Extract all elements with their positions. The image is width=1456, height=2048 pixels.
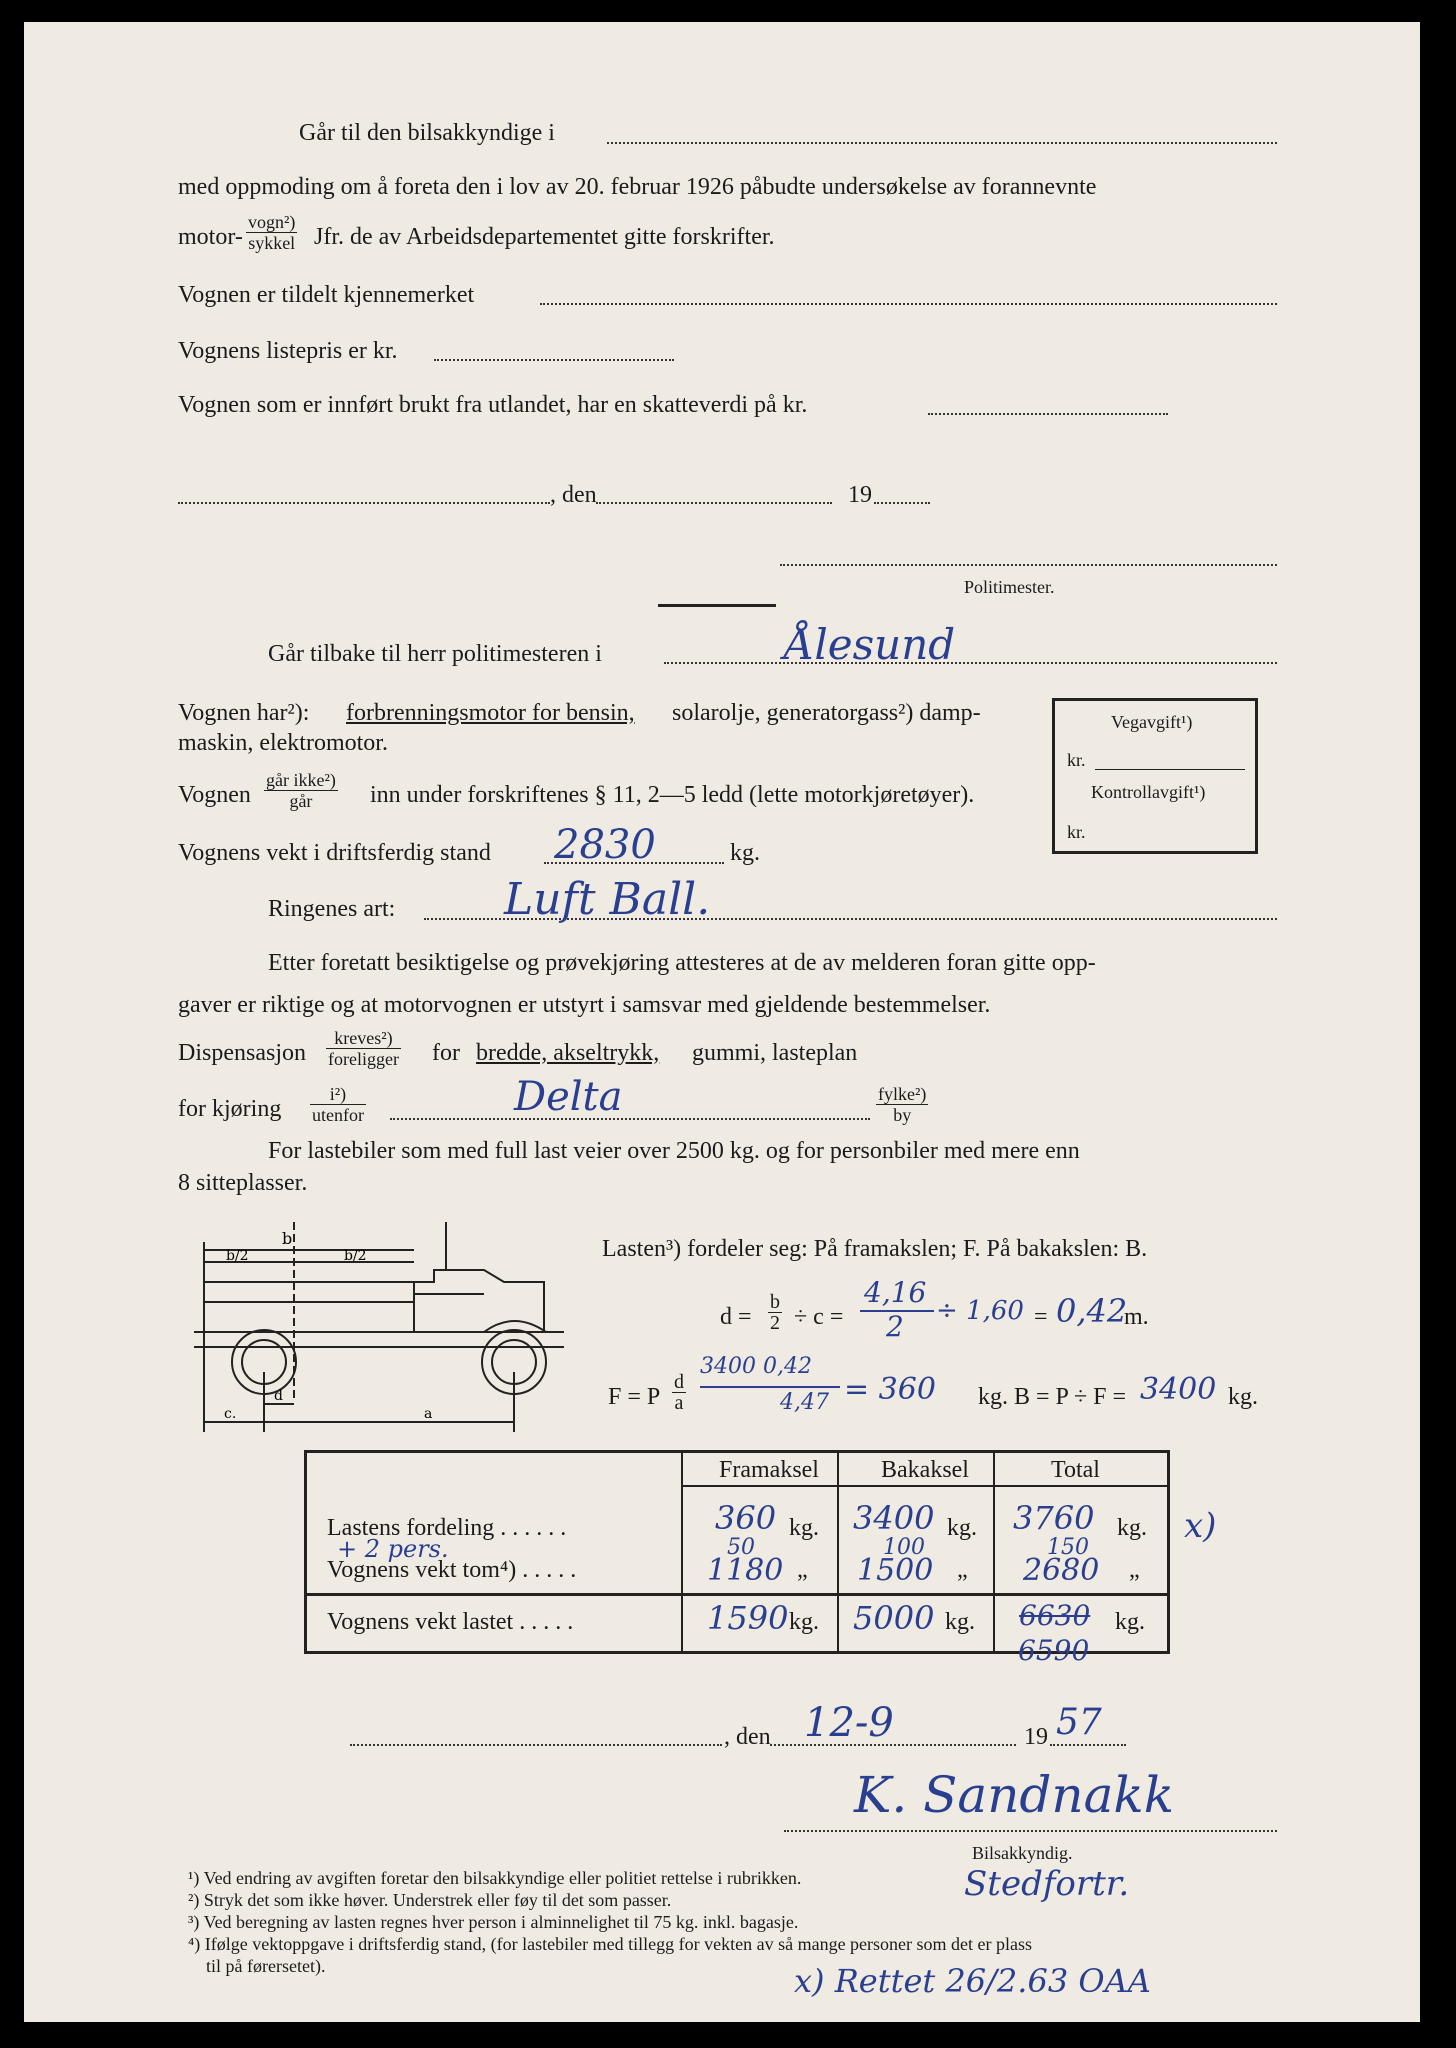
lastebiler-line1: For lastebiler som med full last veier over 2500 kg. og for personbiler med mere enn (268, 1138, 1080, 1164)
forskrifter-den: går (289, 791, 313, 811)
row-lastens-label: Lastens fordeling . . . . . . (327, 1515, 567, 1541)
bilsakkyndig-label: Bilsakkyndig. (972, 1843, 1073, 1863)
sign-place-field[interactable] (350, 1744, 722, 1746)
diagram-b2-left: b/2 (226, 1248, 249, 1264)
motor-type-prefix: Vognen har²): (178, 700, 310, 726)
d-eq: d = (720, 1304, 752, 1330)
row-lastens-bak-unit: kg. (947, 1515, 977, 1541)
b-unit: kg. (1228, 1384, 1258, 1410)
kjoring-den: utenfor (312, 1105, 364, 1125)
motor-num: vogn²) (248, 212, 296, 232)
year-prefix: 19 (848, 482, 872, 508)
table-mark: x) (1184, 1506, 1217, 1546)
sign-year: 57 (1056, 1702, 1102, 1743)
motor-fraction (246, 212, 297, 253)
row-tom-total: 2680 (1023, 1553, 1100, 1588)
motor-den: sykkel (248, 233, 296, 253)
lasten-label: Lasten³) fordeler seg: På framakslen; F. På bakakslen: B. (602, 1236, 1148, 1262)
sign-year-field[interactable] (1050, 1744, 1126, 1746)
row-tom-total-unit: „ (1129, 1557, 1140, 1583)
d-hw-den: 2 (886, 1310, 904, 1343)
b-den: 2 (770, 1312, 780, 1334)
f-num: d (674, 1371, 684, 1393)
footnote-2: ²) Stryk det som ikke høver. Understrek eller føy til det som passer. (188, 1890, 672, 1910)
kjoring-num: i²) (310, 1084, 366, 1105)
f-hw-line (700, 1386, 840, 1388)
f-hw-eq: = 360 (844, 1372, 936, 1407)
f-hw-top: 3400 0,42 (700, 1354, 812, 1379)
lastebiler-line2: 8 sitteplasser. (178, 1170, 308, 1196)
row-lastet-label: Vognens vekt lastet . . . . . (327, 1609, 574, 1635)
cargo-bed (204, 1282, 414, 1332)
added-total: 150 (1047, 1535, 1089, 1560)
section-divider (658, 604, 776, 607)
corrected-total: 6590 (1018, 1634, 1090, 1667)
sign-date: 12-9 (804, 1700, 894, 1746)
dispensasjon-fraction (326, 1028, 401, 1069)
header-line2: med oppmoding om å foreta den i lov av 20. februar 1926 påbudte undersøkelse av forannevnte (178, 174, 1097, 200)
d-unit: m. (1124, 1304, 1149, 1330)
bottom-note: x) Rettet 26/2.63 OAA (794, 1962, 1151, 2000)
header-framaksel: Framaksel (719, 1457, 819, 1483)
skatteverdi-field[interactable] (928, 413, 1168, 415)
bilsakkyndig-field[interactable] (607, 142, 1277, 144)
return-field[interactable] (664, 662, 1277, 664)
kontrollavgift-label: Kontrollavgift¹) (1091, 782, 1206, 802)
fylke-num: fylke²) (878, 1084, 927, 1104)
sign-den: , den (724, 1724, 771, 1750)
listepris-label: Vognens listepris er kr. (178, 338, 398, 364)
den-label: , den (550, 482, 597, 508)
tires-value: Luft Ball. (504, 874, 711, 925)
motor-suffix: Jfr. de av Arbeidsdepartementet gitte forskrifter. (314, 224, 775, 250)
row-lastet-total-unit: kg. (1115, 1609, 1145, 1635)
kjennemerke-label: Vognen er tildelt kjennemerket (178, 282, 475, 308)
dispensasjon-underlined: bredde, akseltrykk, (476, 1040, 660, 1066)
signature: K. Sandnakk (854, 1766, 1175, 1824)
d-result: 0,42 (1056, 1292, 1128, 1330)
fylke-fraction (876, 1084, 928, 1125)
f-unit: kg. B = P ÷ F = (978, 1384, 1127, 1410)
footnote-3: ³) Ved beregning av lasten regnes hver person i alminnelighet til 75 kg. inkl. bagasje. (188, 1912, 799, 1932)
vegavgift-line[interactable] (1095, 769, 1245, 770)
motor-type-rest2: maskin, elektromotor. (178, 730, 388, 756)
dispensasjon-for: for (432, 1040, 460, 1066)
attest-line2: gaver er riktige og at motorvognen er utstyrt i samsvar med gjeldende bestemmelser. (178, 992, 991, 1018)
weight-value: 2830 (554, 822, 656, 868)
row-tom-bak-unit: „ (957, 1557, 968, 1583)
form-sheet (24, 22, 1420, 2022)
d-eq2: = (1034, 1304, 1048, 1330)
row-tom-fram: 1180 (707, 1553, 784, 1588)
row-tom-fram-unit: „ (797, 1557, 808, 1583)
added-bak: 100 (883, 1535, 925, 1560)
motor-type-rest1: solarolje, generatorgass²) damp- (672, 700, 981, 726)
diagram-b-label: b (282, 1229, 293, 1248)
row-lastens-bak: 3400 (853, 1499, 935, 1537)
motor-prefix: motor- (178, 224, 243, 250)
kontrollavgift-kr: kr. (1067, 822, 1086, 842)
header-bakaksel: Bakaksel (881, 1457, 969, 1483)
avgift-box (1052, 698, 1258, 854)
dispensasjon-rest: gummi, lasteplan (692, 1040, 858, 1066)
kjoring-fraction (310, 1084, 366, 1125)
motor-type-underlined: forbrenningsmotor for bensin, (346, 700, 635, 726)
row-lastet-bak: 5000 (853, 1599, 935, 1637)
header-total: Total (1051, 1457, 1100, 1483)
date-field[interactable] (596, 502, 832, 504)
footnote-4-cont: til på førersetet). (188, 1956, 326, 1976)
bilsakkyndig-signature-field[interactable] (784, 1830, 1277, 1832)
forskrifter-suffix: inn under forskriftenes § 11, 2—5 ledd (lette motorkjøretøyer). (370, 782, 975, 808)
d-hw-minus: ÷ 1,60 (936, 1296, 1024, 1326)
row-lastet-fram: 1590 (707, 1599, 789, 1637)
sign-year-prefix: 19 (1024, 1724, 1048, 1750)
vegavgift-label: Vegavgift¹) (1111, 712, 1193, 732)
added-fram: 50 (727, 1535, 755, 1560)
attest-line1: Etter foretatt besiktigelse og prøvekjøring attesteres at de av melderen foran gitte opp- (268, 950, 1096, 976)
listepris-field[interactable] (434, 359, 674, 361)
politimester-label: Politimester. (964, 577, 1055, 597)
kjoring-label: for kjøring (178, 1096, 282, 1122)
f-den: a (674, 1392, 684, 1414)
added-note: + 2 pers. (337, 1535, 449, 1563)
row-lastens-fram-unit: kg. (789, 1515, 819, 1541)
vegavgift-kr: kr. (1067, 750, 1086, 770)
kjennemerke-field[interactable] (540, 303, 1277, 305)
stedfortreder-note: Stedfortr. (964, 1864, 1130, 1904)
dispensasjon-num: kreves²) (326, 1028, 401, 1049)
row-lastens-total-unit: kg. (1117, 1515, 1147, 1541)
row-lastens-total: 3760 (1013, 1499, 1095, 1537)
kjoring-field[interactable] (390, 1118, 870, 1120)
diagram-d-label: d (274, 1388, 283, 1404)
politimester-signature-field[interactable] (780, 564, 1277, 566)
d-over-a (672, 1372, 686, 1413)
row-lastet-fram-unit: kg. (789, 1609, 819, 1635)
place-field[interactable] (178, 502, 550, 504)
truck-diagram (184, 1222, 594, 1462)
weight-label: Vognens vekt i driftsferdig stand (178, 840, 491, 866)
f-eq: F = P (608, 1384, 661, 1410)
fylke-den: by (893, 1105, 912, 1125)
return-value: Ålesund (784, 620, 956, 669)
b-over-2 (768, 1292, 782, 1333)
forskrifter-prefix: Vognen (178, 782, 251, 808)
minus-c: ÷ c = (794, 1304, 844, 1330)
weight-table (304, 1450, 1170, 1654)
forskrifter-num: går ikke²) (266, 770, 336, 790)
forskrifter-fraction (264, 770, 338, 811)
kjoring-value: Delta (514, 1074, 623, 1120)
footnote-1: ¹) Ved endring av avgiften foretar den bilsakkyndige eller politiet rettelse i rubrikken. (188, 1868, 802, 1888)
return-label: Går tilbake til herr politimesteren i (268, 641, 602, 667)
row-tom-label: Vognens vekt tom⁴) . . . . . (327, 1557, 577, 1583)
header-line1: Går til den bilsakkyndige i (299, 120, 555, 146)
b-num: b (770, 1291, 780, 1313)
diagram-c-label: c. (224, 1406, 237, 1422)
d-hw-num: 4,16 (864, 1276, 927, 1309)
diagram-b2-right: b/2 (344, 1248, 367, 1264)
row-tom-bak: 1500 (857, 1553, 934, 1588)
footnote-4: ⁴) Ifølge vektoppgave i driftsferdig stand, (for lastebiler med tillegg for vekten av så mange personer som det er plass (188, 1934, 1033, 1954)
dispensasjon-den: foreligger (328, 1049, 399, 1069)
diagram-a-label: a (424, 1406, 433, 1422)
b-result: 3400 (1140, 1372, 1217, 1407)
year-field[interactable] (874, 502, 930, 504)
tires-label: Ringenes art: (268, 896, 396, 922)
dispensasjon-label: Dispensasjon (178, 1040, 306, 1066)
row-lastet-bak-unit: kg. (945, 1609, 975, 1635)
weight-unit: kg. (730, 840, 760, 866)
row-lastens-fram: 360 (715, 1499, 777, 1537)
row-lastet-total: 6630 (1019, 1599, 1091, 1632)
f-hw-bot: 4,47 (780, 1390, 829, 1415)
skatteverdi-label: Vognen som er innført brukt fra utlandet, har en skatteverdi på kr. (178, 392, 808, 418)
